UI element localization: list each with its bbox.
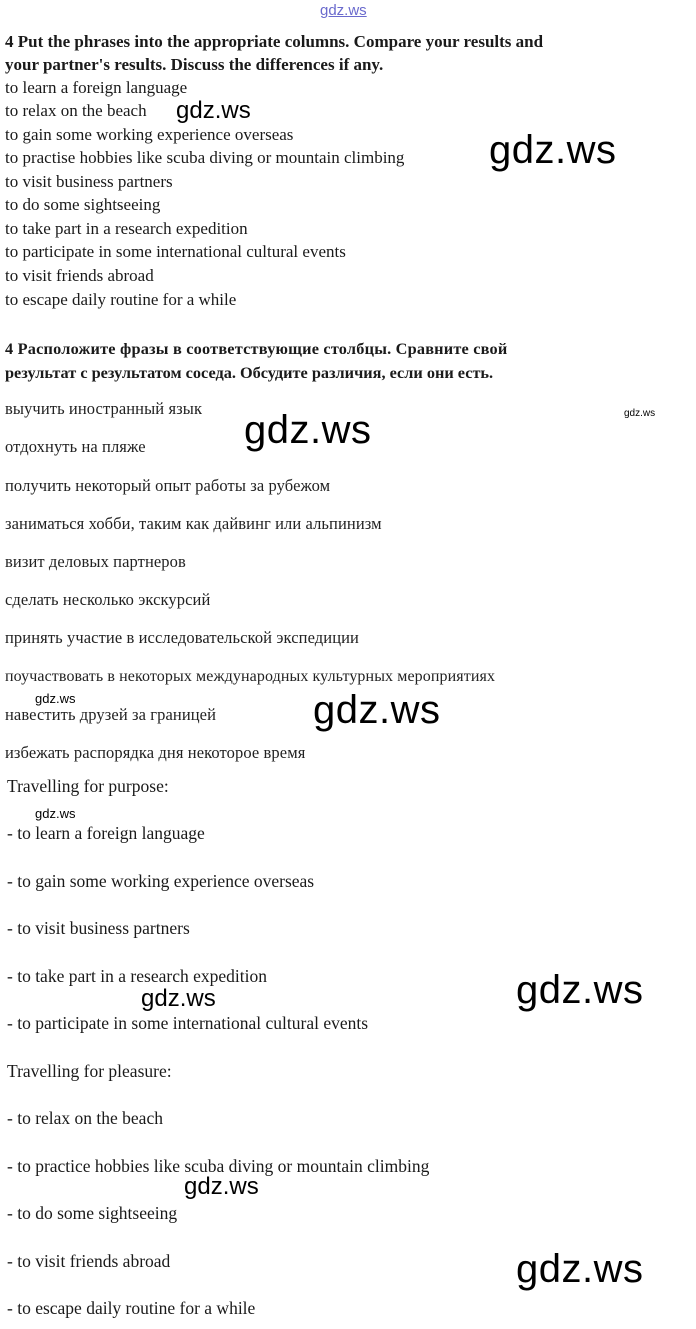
- exercise-heading-ru-line2: результат с результатом соседа. Обсудите различия, если они есть.: [5, 363, 494, 382]
- purpose-item: - to learn a foreign language: [7, 823, 205, 843]
- phrase-en: to visit friends abroad: [5, 266, 154, 285]
- phrase-en: to visit business partners: [5, 172, 173, 191]
- pleasure-item: - to escape daily routine for a while: [7, 1298, 256, 1318]
- exercise-heading-en: 4 Put the phrases into the appropriate columns. Compare your results and: [5, 32, 544, 51]
- watermark: gdz.ws: [184, 1173, 259, 1200]
- pleasure-title: Travelling for pleasure:: [7, 1061, 172, 1081]
- watermark: gdz.ws: [516, 968, 644, 1012]
- purpose-item: - to gain some working experience overseas: [7, 871, 315, 891]
- pleasure-item: - to do some sightseeing: [7, 1203, 178, 1223]
- watermark: gdz.ws: [516, 1247, 644, 1291]
- phrase-ru: избежать распорядка дня некоторое время: [5, 743, 306, 762]
- phrase-en: to do some sightseeing: [5, 195, 161, 214]
- pleasure-item: - to visit friends abroad: [7, 1251, 171, 1271]
- phrase-ru: выучить иностранный язык: [5, 399, 203, 418]
- watermark: gdz.ws: [176, 97, 251, 124]
- exercise-heading-en-line2: your partner's results. Discuss the differences if any.: [5, 55, 384, 74]
- phrase-ru: отдохнуть на пляже: [5, 437, 146, 456]
- phrase-en: to practise hobbies like scuba diving or mountain climbing: [5, 148, 405, 167]
- purpose-item: - to take part in a research expedition: [7, 966, 267, 986]
- watermark: gdz.ws: [489, 128, 617, 172]
- watermark: gdz.ws: [624, 408, 656, 419]
- watermark: gdz.ws: [141, 985, 216, 1012]
- phrase-ru: визит деловых партнеров: [5, 552, 186, 571]
- watermark: gdz.ws: [35, 806, 76, 821]
- phrase-en: to gain some working experience overseas: [5, 125, 294, 144]
- watermark: gdz.ws: [35, 691, 76, 706]
- phrase-ru: поучаствовать в некоторых международных культурных мероприятиях: [5, 668, 496, 685]
- exercise-heading-ru: 4 Расположите фразы в соответствующие столбцы. Сравните свой: [5, 339, 508, 358]
- phrase-en: to learn a foreign language: [5, 78, 188, 97]
- phrase-en: to participate in some international cultural events: [5, 242, 346, 261]
- watermark: gdz.ws: [244, 408, 372, 452]
- phrase-ru: принять участие в исследовательской экспедиции: [5, 628, 359, 647]
- purpose-item: - to participate in some international cultural events: [7, 1013, 369, 1033]
- phrase-en: to take part in a research expedition: [5, 219, 248, 238]
- phrase-en: to escape daily routine for a while: [5, 290, 237, 309]
- pleasure-item: - to practice hobbies like scuba diving or mountain climbing: [7, 1156, 430, 1176]
- watermark-link[interactable]: gdz.ws: [320, 2, 367, 19]
- phrase-en: to relax on the beach: [5, 101, 147, 120]
- phrase-ru: получить некоторый опыт работы за рубежом: [5, 476, 331, 495]
- phrase-ru: заниматься хобби, таким как дайвинг или альпинизм: [5, 514, 382, 533]
- watermark: gdz.ws: [313, 688, 441, 732]
- phrase-ru: сделать несколько экскурсий: [5, 590, 211, 609]
- purpose-title: Travelling for purpose:: [7, 776, 169, 796]
- pleasure-item: - to relax on the beach: [7, 1108, 163, 1128]
- purpose-item: - to visit business partners: [7, 918, 190, 938]
- phrase-ru: навестить друзей за границей: [5, 705, 217, 724]
